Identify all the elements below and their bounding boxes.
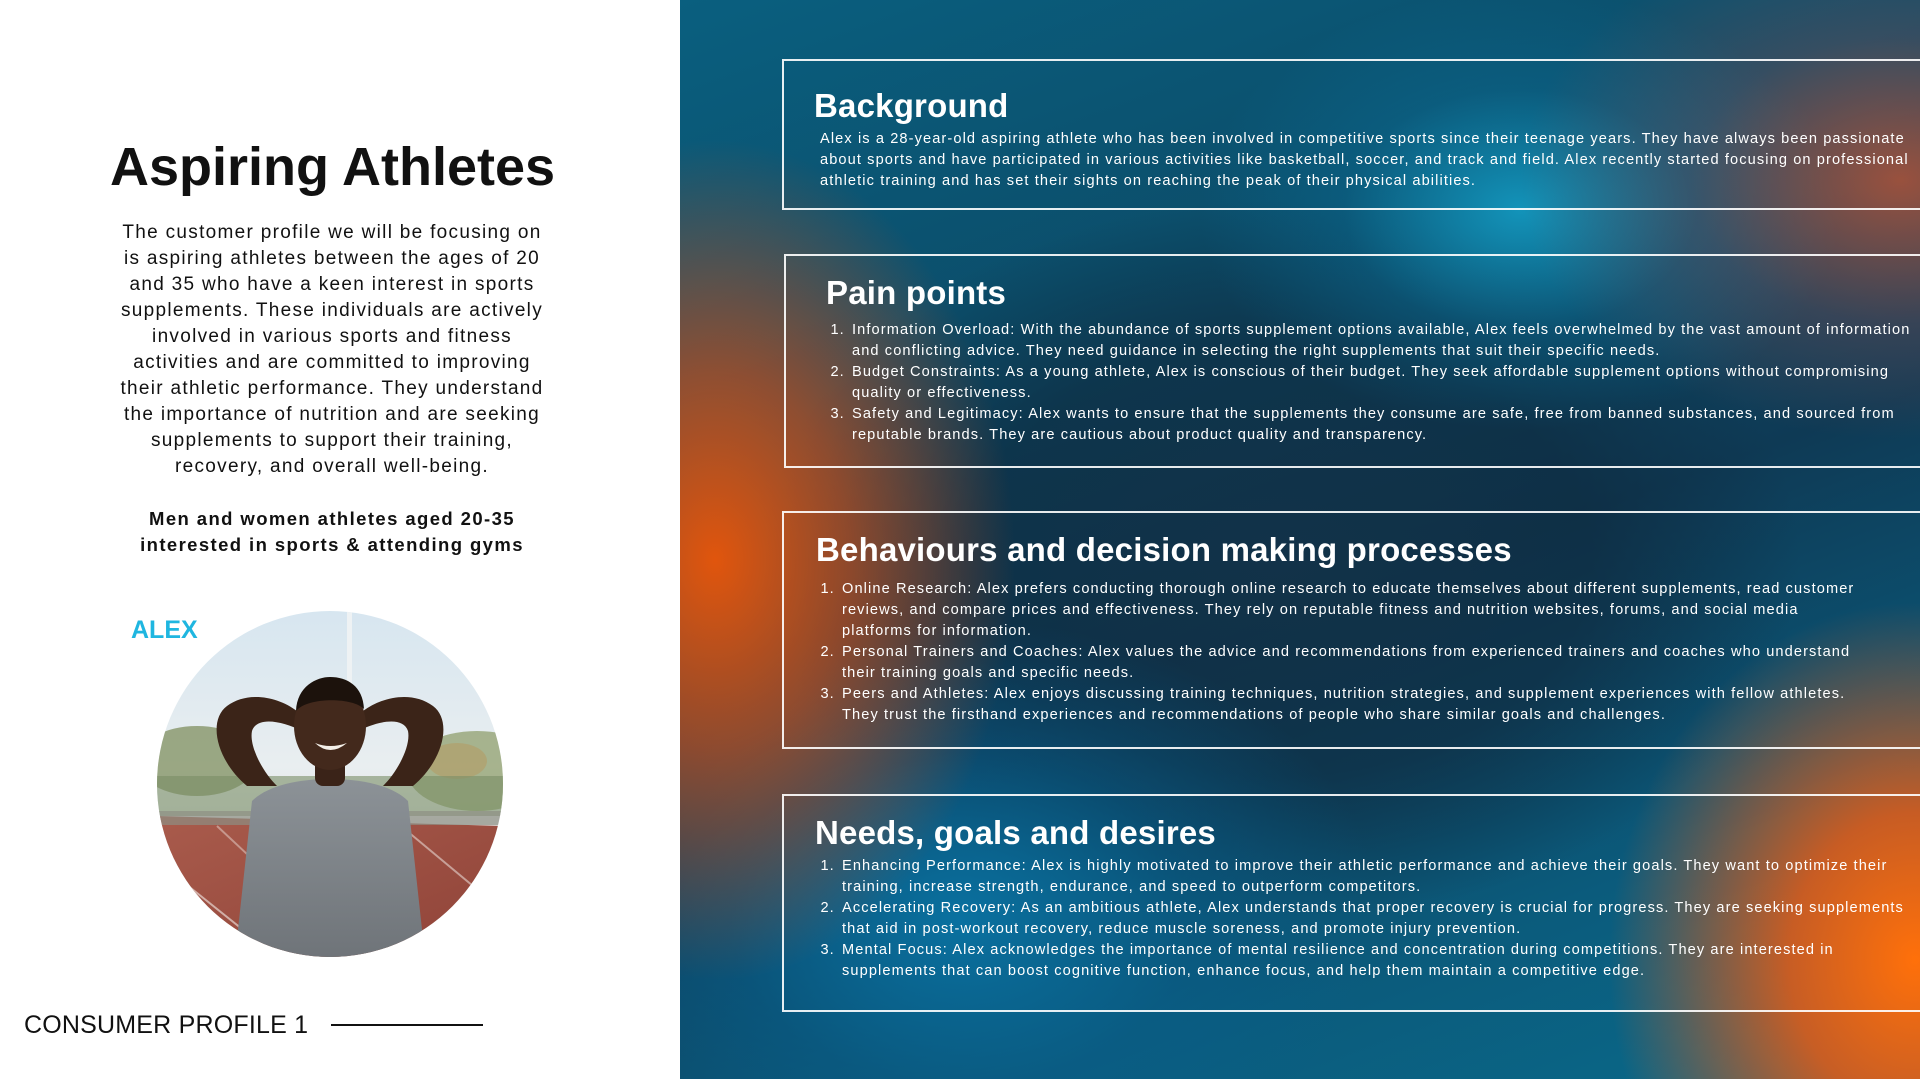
pain-points-heading: Pain points (826, 274, 1007, 311)
right-panel (680, 0, 1920, 1079)
footer-divider (331, 1024, 483, 1026)
needs-heading: Needs, goals and desires (815, 814, 1216, 851)
background-heading: Background (814, 87, 1009, 124)
list-item: 1. Information Overload: With the abundance of sports supplement options available, Alex feels overwhelmed by the vast amount of information and conflicting advice. They need guidance in selecting the right supplements that suit their specific needs. (850, 320, 1920, 362)
page-title: Aspiring Athletes (109, 137, 556, 197)
behaviours-list (818, 579, 1870, 726)
left-panel (0, 0, 680, 1079)
target-audience: Men and women athletes aged 20-35 interested in sports & attending gyms (140, 508, 524, 555)
background-card (782, 59, 1920, 210)
list-item: 1. Enhancing Performance: Alex is highly motivated to improve their athletic performance and achieve their goals. They want to optimize their training, increase strength, endurance, and speed to outperform competitors. (840, 856, 1915, 898)
list-item: 2. Personal Trainers and Coaches: Alex values the advice and recommendations from experienced trainers and coaches who understand their training goals and specific needs. (840, 642, 1870, 684)
list-item: 2. Accelerating Recovery: As an ambitious athlete, Alex understands that proper recovery is crucial for progress. They are seeking supplements that aid in post-workout recovery, reduce muscle soreness, and promote injury prevention. (840, 898, 1915, 940)
list-item: 3. Mental Focus: Alex acknowledges the importance of mental resilience and concentration during competitions. They are interested in supplements that can boost cognitive function, enhance focus, and help them maintain a competitive edge. (840, 940, 1915, 982)
background-text: Alex is a 28-year-old aspiring athlete who has been involved in competitive sports since their teenage years. They have always been passionate about sports and have participated in various activities like basketball, soccer, and track and field. Alex recently started focusing on professional athletic training and has set their sights on reaching the peak of their physical abilities. (820, 131, 1909, 189)
profile-intro: The customer profile we will be focusing on is aspiring athletes between the ages of 20 and 35 who have a keen interest in sports supplements. These individuals are actively involved in various sports and fitness activities and are committed to improving their athletic performance. They understand the importance of nutrition and are seeking supplements to support their training, recovery, and overall well-being. (120, 222, 544, 477)
needs-list (818, 856, 1915, 982)
list-item: 2. Budget Constraints: As a young athlete, Alex is conscious of their budget. They seek affordable supplement options without compromising quality or effectiveness. (850, 362, 1920, 404)
footer-label: CONSUMER PROFILE 1 (24, 1011, 309, 1039)
pain-points-card (784, 254, 1920, 468)
needs-card (782, 794, 1920, 1012)
behaviours-card (782, 511, 1920, 749)
behaviours-heading: Behaviours and decision making processes (816, 531, 1512, 568)
persona-name: ALEX (131, 616, 198, 644)
pain-points-list (828, 320, 1920, 446)
list-item: 3. Peers and Athletes: Alex enjoys discussing training techniques, nutrition strategies, and supplement experiences with fellow athletes. They trust the firsthand experiences and recommendations of people who share similar goals and challenges. (840, 684, 1870, 726)
list-item: 1. Online Research: Alex prefers conducting thorough online research to educate themselves about different supplements, read customer reviews, and compare prices and effectiveness. They rely on reputable fitness and nutrition websites, forums, and social media platforms for information. (840, 579, 1870, 642)
persona-photo (157, 611, 503, 957)
list-item: 3. Safety and Legitimacy: Alex wants to ensure that the supplements they consume are safe, free from banned substances, and sourced from reputable brands. They are cautious about product quality and transparency. (850, 404, 1920, 446)
